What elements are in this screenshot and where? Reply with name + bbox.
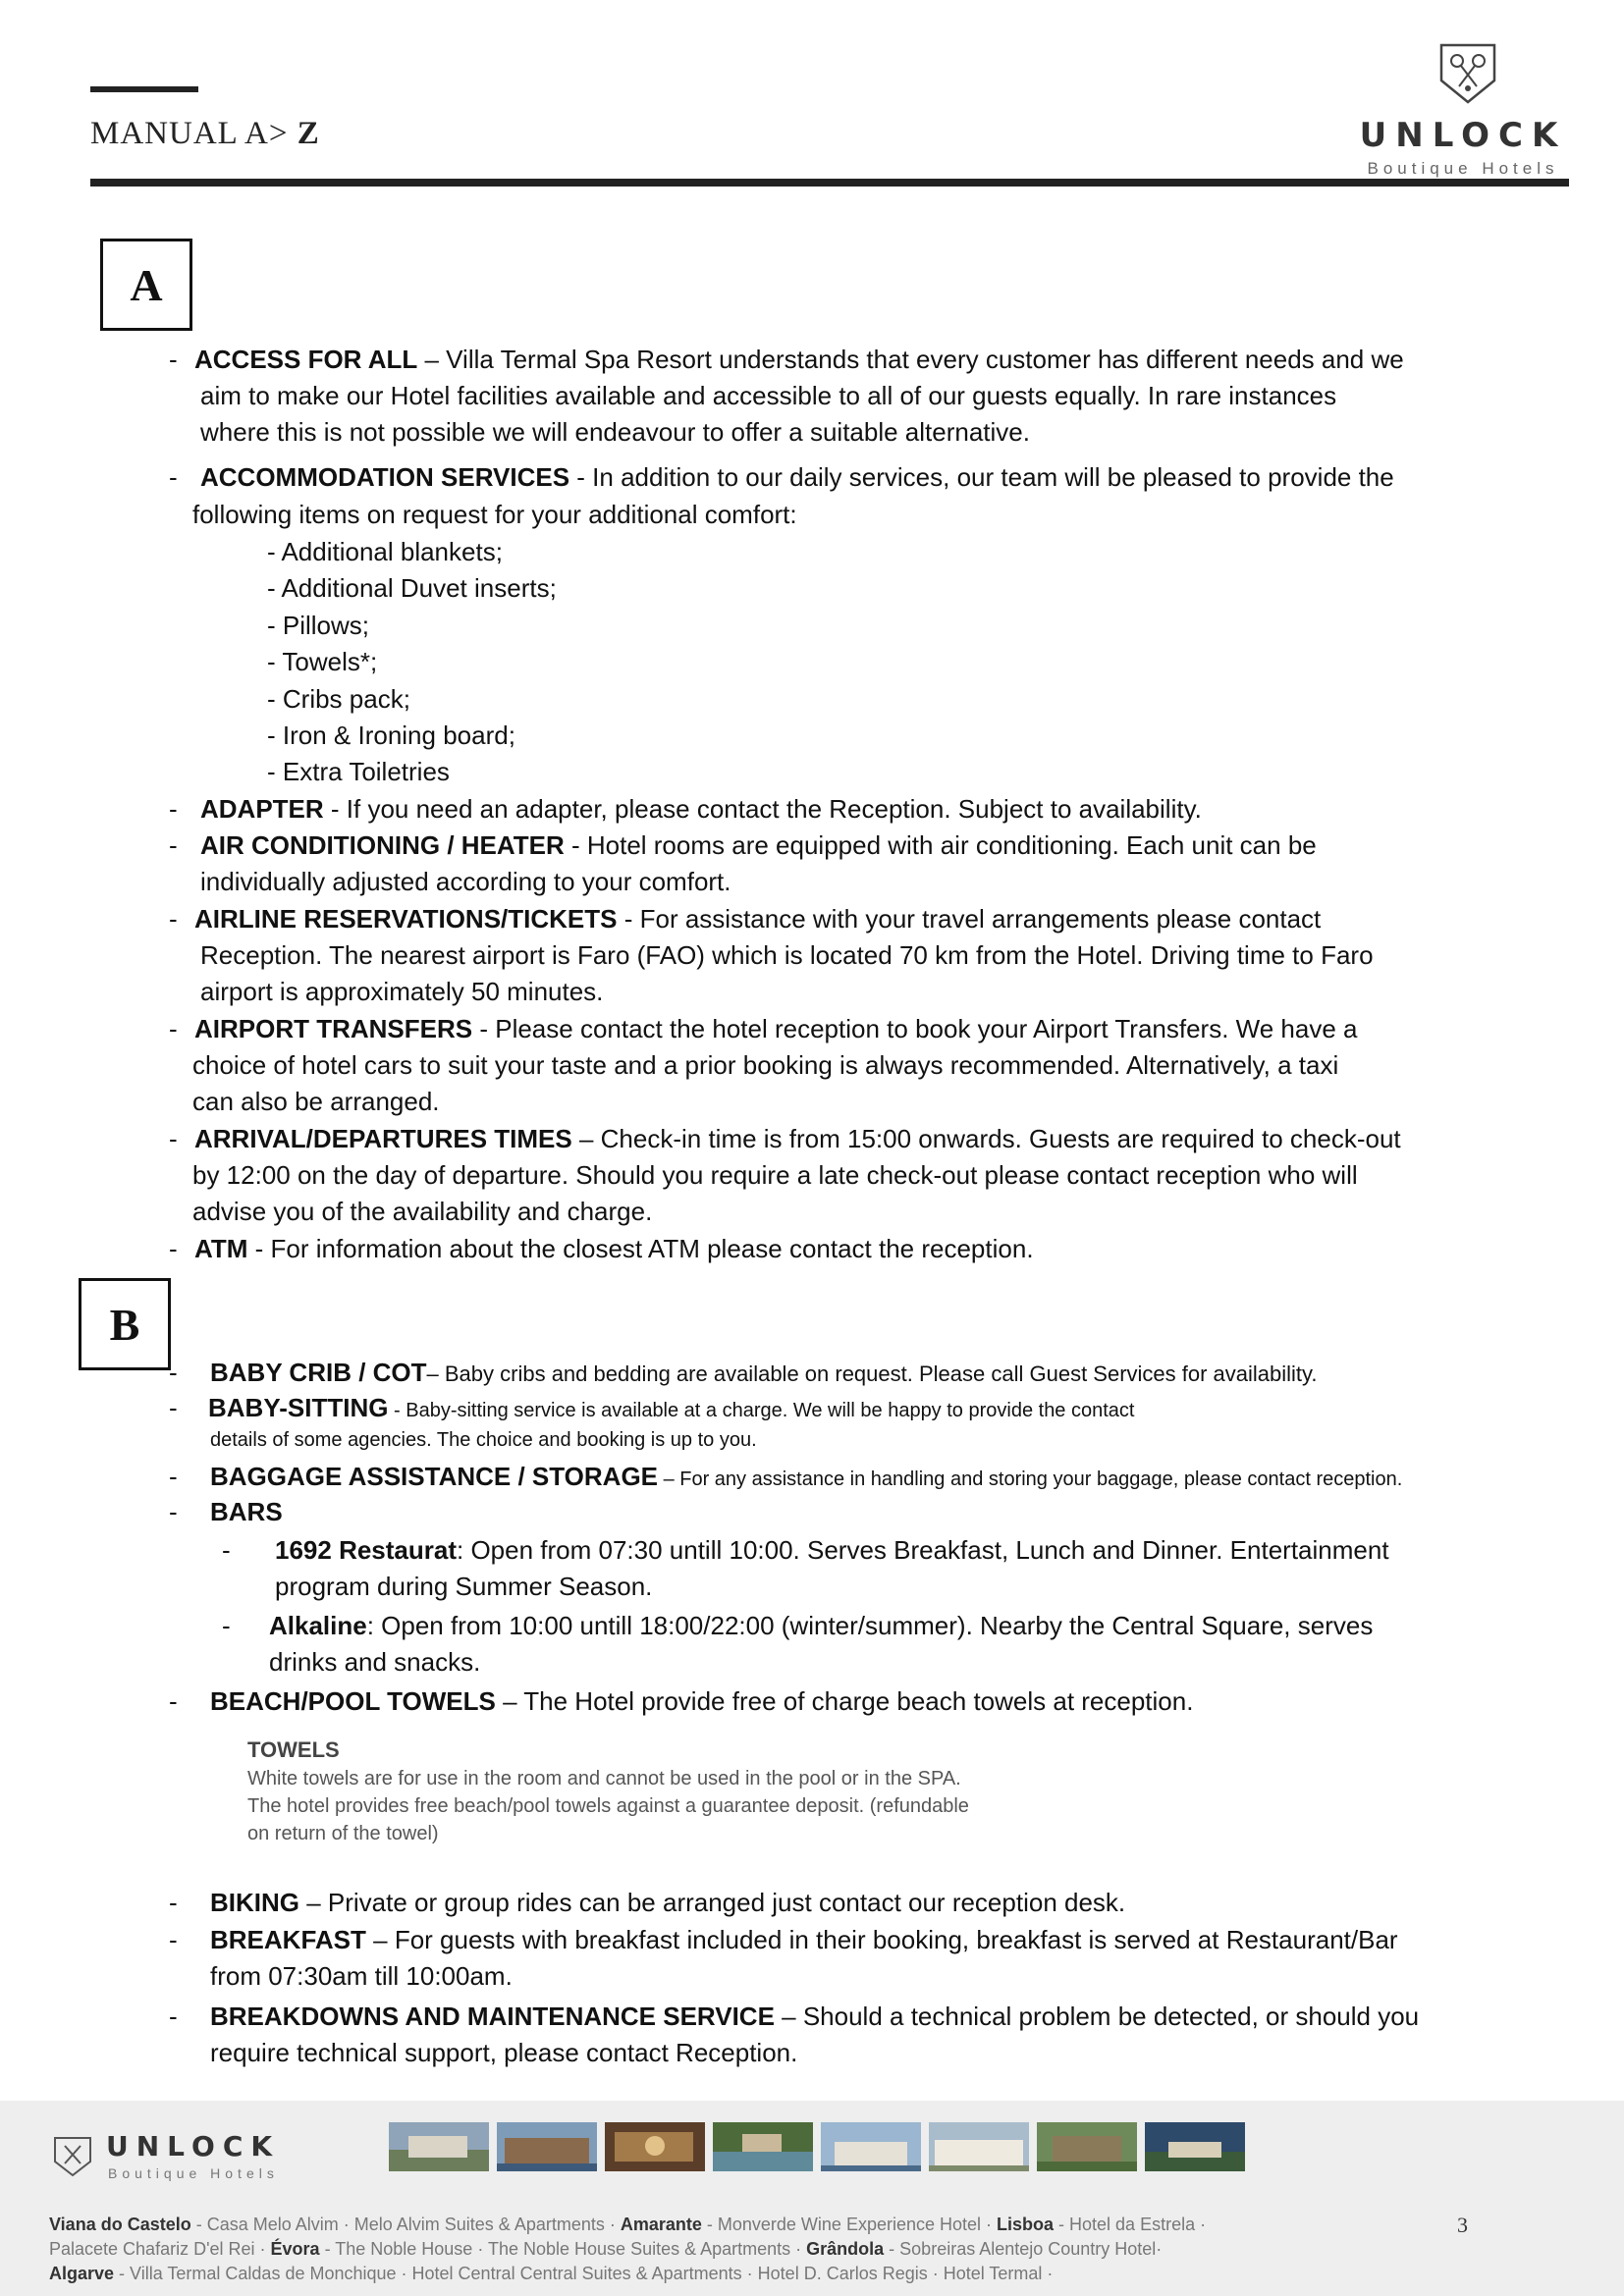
bullet-dash: - bbox=[169, 1358, 178, 1387]
header-rule-short bbox=[90, 86, 198, 92]
biking-line: BIKING – Private or group rides can be arranged just contact our reception desk. bbox=[210, 1888, 1126, 1917]
airline-line-1: AIRLINE RESERVATIONS/TICKETS - For assistance with your travel arrangements please contact bbox=[194, 904, 1322, 934]
bullet-dash: - bbox=[169, 1888, 178, 1917]
accommodation-item: - Extra Toiletries bbox=[267, 757, 450, 786]
page-number: 3 bbox=[1457, 2213, 1468, 2237]
unlock-logo bbox=[1355, 39, 1571, 177]
bullet-dash: - bbox=[169, 1497, 178, 1526]
header-rule bbox=[90, 179, 1569, 187]
air-conditioning-line-1: AIR CONDITIONING / HEATER - Hotel rooms are equipped with air conditioning. Each unit can be bbox=[200, 830, 1317, 860]
bullet-dash: - bbox=[169, 1014, 178, 1043]
alkaline-line-2: drinks and snacks. bbox=[269, 1647, 481, 1677]
bullet-dash: - bbox=[169, 1925, 178, 1954]
beach-towels-line: BEACH/POOL TOWELS – The Hotel provide free of charge beach towels at reception. bbox=[210, 1686, 1194, 1716]
bullet-dash: - bbox=[169, 794, 178, 824]
access-line-3: where this is not possible we will endeavour to offer a suitable alternative. bbox=[200, 417, 1030, 447]
bullet-dash: - bbox=[222, 1535, 231, 1565]
maintenance-line-1: BREAKDOWNS AND MAINTENANCE SERVICE – Should a technical problem be detected, or should you bbox=[210, 2002, 1420, 2031]
air-conditioning-line-2: individually adjusted according to your comfort. bbox=[200, 867, 731, 896]
arrival-line-2: by 12:00 on the day of departure. Should you require a late check-out please contact reception who will bbox=[192, 1160, 1358, 1190]
bullet-dash: - bbox=[169, 1124, 178, 1153]
footer-logo bbox=[51, 2130, 297, 2189]
bullet-dash: - bbox=[169, 830, 178, 860]
bullet-dash: - bbox=[169, 2002, 178, 2031]
restaurant-line-2: program during Summer Season. bbox=[275, 1572, 653, 1601]
accommodation-item: - Iron & Ironing board; bbox=[267, 721, 515, 750]
footer bbox=[0, 2101, 1624, 2296]
hotel-photo bbox=[821, 2122, 921, 2171]
logo-subtitle: Boutique Hotels bbox=[1367, 159, 1559, 178]
footer-locations-line-3: Algarve - Villa Termal Caldas de Monchique · Hotel Central Central Suites & Apartments · Hotel D. Carlos Regis · Hotel Termal · bbox=[49, 2264, 1054, 2283]
airline-line-3: airport is approximately 50 minutes. bbox=[200, 977, 604, 1006]
accommodation-item: - Cribs pack; bbox=[267, 684, 410, 714]
footer-locations-line-1: Viana do Castelo - Casa Melo Alvim · Melo Alvim Suites & Apartments · Amarante - Monverde Wine Experience Hotel · Lisboa - Hotel da Estrela · bbox=[49, 2215, 1207, 2234]
transfers-line-2: choice of hotel cars to suit your taste and a prior booking is always recommended. Alternatively, a taxi bbox=[192, 1050, 1339, 1080]
hotel-photo bbox=[605, 2122, 705, 2171]
breakfast-line-2: from 07:30am till 10:00am. bbox=[210, 1961, 513, 1991]
bullet-dash: - bbox=[169, 1462, 178, 1491]
alkaline-line-1: Alkaline: Open from 10:00 untill 18:00/22:00 (winter/summer). Nearby the Central Square, serves bbox=[269, 1611, 1374, 1640]
accommodation-line-2: following items on request for your additional comfort: bbox=[192, 500, 797, 529]
section-letter-a: A bbox=[100, 239, 192, 331]
footer-logo-wordmark: UNLOCK bbox=[106, 2130, 281, 2163]
bullet-dash: - bbox=[169, 462, 178, 492]
bullet-dash: - bbox=[169, 904, 178, 934]
accommodation-item: - Towels*; bbox=[267, 647, 378, 676]
accommodation-item: - Additional Duvet inserts; bbox=[267, 573, 557, 603]
hotel-photo bbox=[1037, 2122, 1137, 2171]
manual-title: MANUAL A> Z bbox=[90, 116, 320, 151]
towels-note-heading: TOWELS bbox=[247, 1737, 340, 1762]
towels-note-line: on return of the towel) bbox=[247, 1823, 439, 1844]
towels-note-line: The hotel provides free beach/pool towels against a guarantee deposit. (refundable bbox=[247, 1795, 969, 1817]
arrival-line-3: advise you of the availability and charge. bbox=[192, 1197, 653, 1226]
bars-title: BARS bbox=[210, 1497, 283, 1526]
towels-note-line: White towels are for use in the room and cannot be used in the pool or in the SPA. bbox=[247, 1768, 961, 1789]
keys-crest-icon bbox=[1434, 39, 1502, 108]
bullet-dash: - bbox=[222, 1611, 231, 1640]
logo-wordmark: UNLOCK bbox=[1359, 116, 1567, 155]
accommodation-line-1: ACCOMMODATION SERVICES - In addition to our daily services, our team will be pleased to provide the bbox=[200, 462, 1394, 492]
footer-logo-subtitle: Boutique Hotels bbox=[108, 2165, 279, 2181]
hotel-photo bbox=[929, 2122, 1029, 2171]
accommodation-item: - Pillows; bbox=[267, 611, 370, 640]
hotel-photo bbox=[713, 2122, 813, 2171]
breakfast-line-1: BREAKFAST – For guests with breakfast included in their booking, breakfast is served at Restaurant/Bar bbox=[210, 1925, 1398, 1954]
hotel-photo bbox=[497, 2122, 597, 2171]
baby-sitting-line-1: BABY-SITTING - Baby-sitting service is available at a charge. We will be happy to provide the contact bbox=[208, 1393, 1135, 1422]
restaurant-line-1: 1692 Restaurat: Open from 07:30 untill 10:00. Serves Breakfast, Lunch and Dinner. Entertainment bbox=[275, 1535, 1389, 1565]
transfers-line-3: can also be arranged. bbox=[192, 1087, 440, 1116]
airline-line-2: Reception. The nearest airport is Faro (FAO) which is located 70 km from the Hotel. Driving time to Faro bbox=[200, 940, 1374, 970]
transfers-line-1: AIRPORT TRANSFERS - Please contact the hotel reception to book your Airport Transfers. We have a bbox=[194, 1014, 1358, 1043]
bullet-dash: - bbox=[169, 1393, 178, 1422]
baby-sitting-line-2: details of some agencies. The choice and booking is up to you. bbox=[210, 1429, 757, 1451]
bullet-dash: - bbox=[169, 1686, 178, 1716]
adapter-line: ADAPTER - If you need an adapter, please contact the Reception. Subject to availability. bbox=[200, 794, 1202, 824]
baby-crib-line: BABY CRIB / COT– Baby cribs and bedding are available on request. Please call Guest Services for availability. bbox=[210, 1358, 1318, 1387]
keys-crest-icon bbox=[51, 2134, 94, 2177]
accommodation-item: - Additional blankets; bbox=[267, 537, 503, 566]
footer-locations-line-2: Palacete Chafariz D'el Rei · Évora - The Noble House · The Noble House Suites & Apartments · Grândola - Sobreiras Alentejo Country Hotel· bbox=[49, 2239, 1163, 2259]
maintenance-line-2: require technical support, please contact Reception. bbox=[210, 2038, 798, 2067]
atm-line: ATM - For information about the closest ATM please contact the reception. bbox=[194, 1234, 1034, 1263]
section-letter-b: B bbox=[79, 1278, 171, 1370]
bullet-dash: - bbox=[169, 345, 178, 374]
hotel-photo bbox=[389, 2122, 489, 2171]
hotel-photo bbox=[1145, 2122, 1245, 2171]
arrival-line-1: ARRIVAL/DEPARTURES TIMES – Check-in time is from 15:00 onwards. Guests are required to check-out bbox=[194, 1124, 1401, 1153]
bullet-dash: - bbox=[169, 1234, 178, 1263]
hotel-thumbnails bbox=[389, 2122, 1245, 2171]
towels-note bbox=[247, 1735, 969, 1847]
access-line-1: ACCESS FOR ALL – Villa Termal Spa Resort understands that every customer has different needs and we bbox=[194, 345, 1404, 374]
baggage-line: BAGGAGE ASSISTANCE / STORAGE – For any assistance in handling and storing your baggage, please contact reception. bbox=[210, 1462, 1403, 1491]
access-line-2: aim to make our Hotel facilities available and accessible to all of our guests equally. In rare instances bbox=[200, 381, 1337, 410]
